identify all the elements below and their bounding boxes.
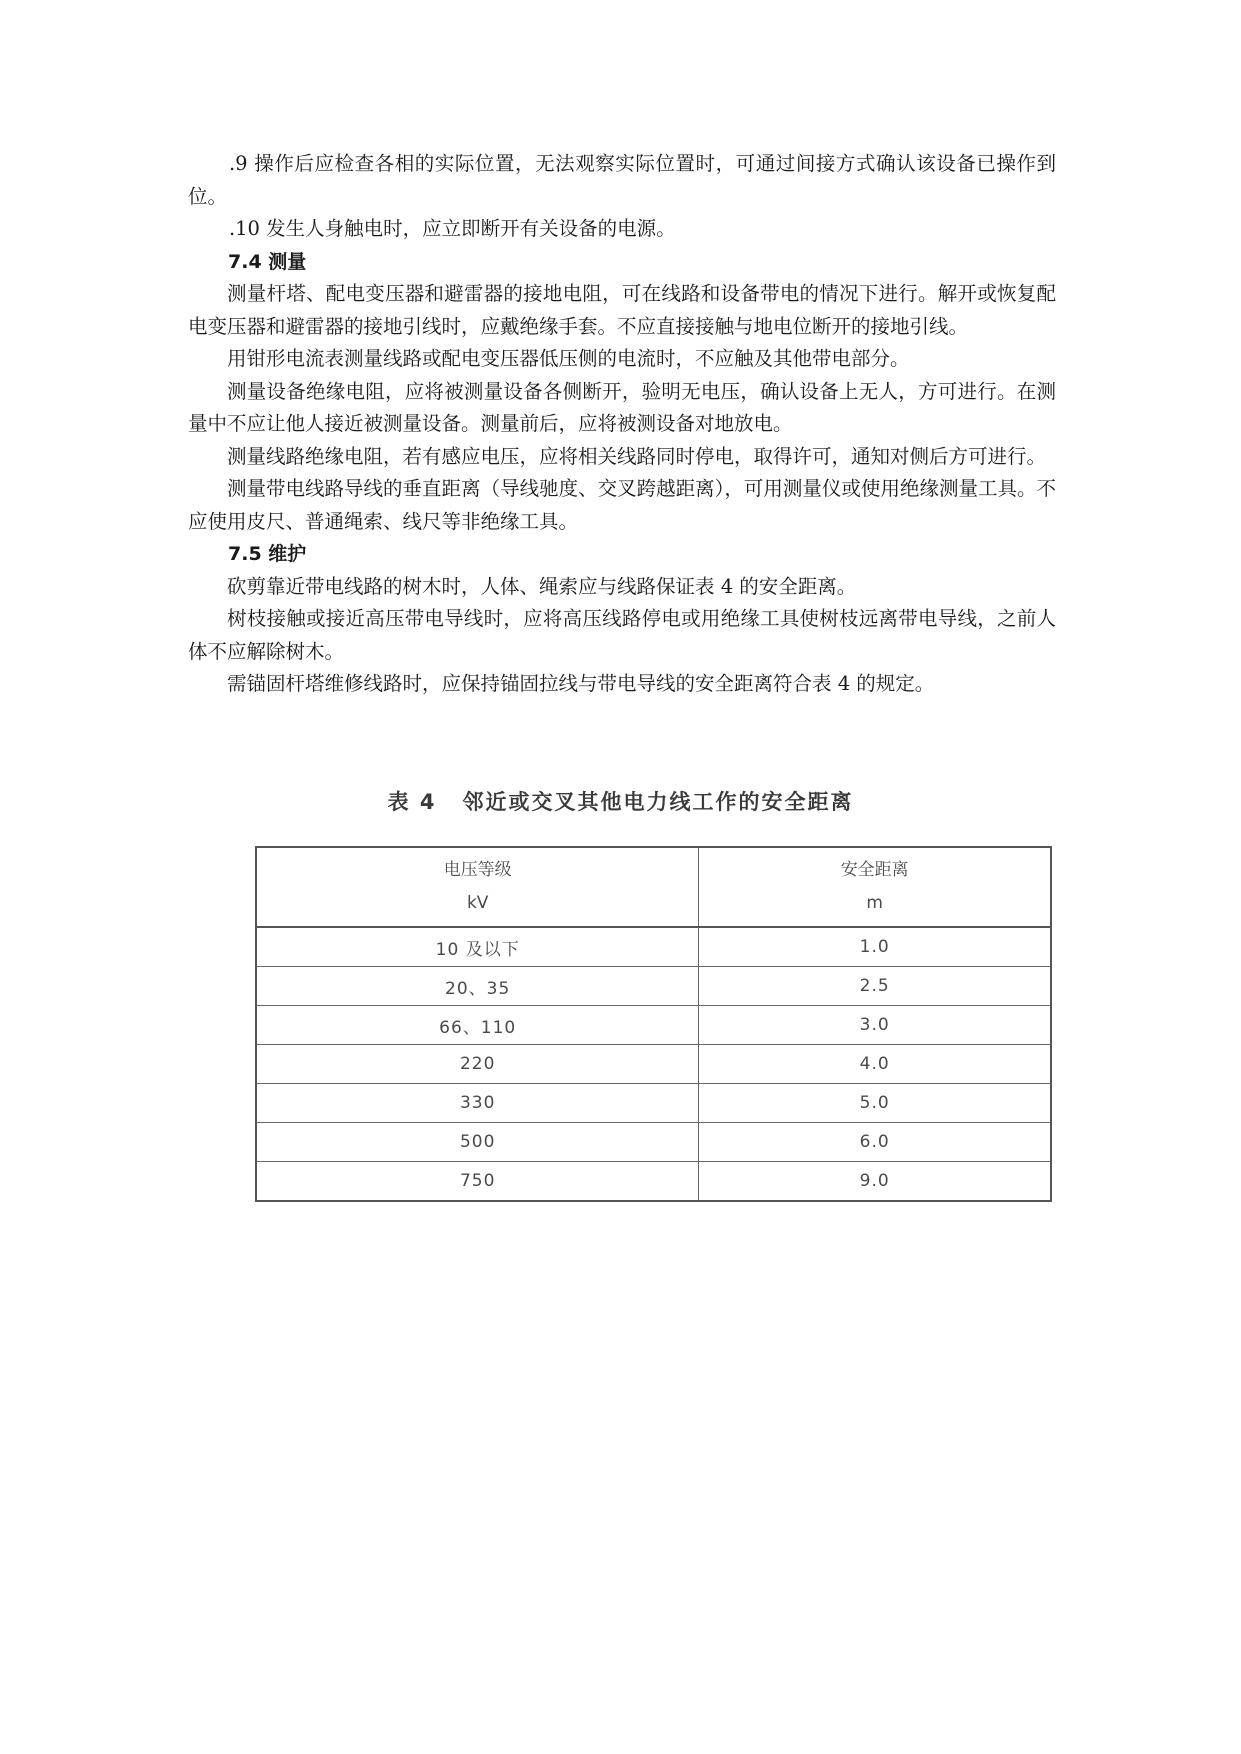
- voltage-cell: 66、110: [256, 1006, 699, 1045]
- header-distance-label: 安全距离: [840, 860, 909, 880]
- clause-9: .9 操作后应检查各相的实际位置，无法观察实际位置时，可通过间接方式确认该设备已操作到位。: [188, 152, 1056, 208]
- paragraph: 需锚固杆塔维修线路时，应保持锚固拉线与带电导线的安全距离符合表 4 的规定。: [227, 672, 935, 695]
- header-voltage-unit: kV: [466, 893, 489, 913]
- table-row: [256, 967, 1051, 1006]
- voltage-cell: 500: [256, 1123, 699, 1162]
- table-title: 邻近或交叉其他电力线工作的安全距离: [462, 790, 854, 814]
- header-voltage: [256, 847, 699, 927]
- voltage-cell: 220: [256, 1045, 699, 1084]
- header-distance: [699, 847, 1051, 927]
- distance-cell: 6.0: [699, 1123, 1051, 1162]
- table-row: [256, 1123, 1051, 1162]
- distance-cell: 3.0: [699, 1006, 1051, 1045]
- safety-distance-table: [255, 846, 1052, 1202]
- header-distance-unit: m: [866, 893, 883, 913]
- table-caption: [0, 786, 1241, 816]
- section-heading-7-4: 7.4 测量: [228, 250, 307, 273]
- section-heading-7-5: 7.5 维护: [228, 543, 307, 565]
- voltage-cell: 10 及以下: [256, 927, 699, 967]
- paragraph: 测量杆塔、配电变压器和避雷器的接地电阻，可在线路和设备带电的情况下进行。解开或恢复配电变压器和避雷器的接地引线时，应戴绝缘手套。不应直接接触与地电位断开的接地引线。: [188, 282, 1056, 338]
- paragraph: 砍剪靠近带电线路的树木时，人体、绳索应与线路保证表 4 的安全距离。: [227, 574, 857, 598]
- table-row: [256, 1084, 1051, 1123]
- distance-cell: 9.0: [699, 1162, 1051, 1202]
- voltage-cell: 330: [256, 1084, 699, 1123]
- distance-cell: 1.0: [699, 927, 1051, 967]
- distance-cell: 5.0: [699, 1084, 1051, 1123]
- table-header-row: [256, 847, 1051, 927]
- table-row: [256, 1162, 1051, 1202]
- paragraph: 测量带电线路导线的垂直距离（导线驰度、交叉跨越距离），可用测量仪或使用绝缘测量工具。不应使用皮尺、普通绳索、线尺等非绝缘工具。: [188, 477, 1056, 533]
- voltage-cell: 20、35: [256, 967, 699, 1006]
- paragraph: 树枝接触或接近高压带电导线时，应将高压线路停电或用绝缘工具使树枝远离带电导线，之前人体不应解除树木。: [188, 607, 1056, 663]
- paragraph: 测量设备绝缘电阻，应将被测量设备各侧断开，验明无电压，确认设备上无人，方可进行。在测量中不应让他人接近被测量设备。测量前后，应将被测设备对地放电。: [188, 379, 1056, 435]
- table-number: 表 4: [387, 790, 437, 814]
- distance-cell: 4.0: [699, 1045, 1051, 1084]
- paragraph: 用钳形电流表测量线路或配电变压器低压侧的电流时，不应触及其他带电部分。: [227, 347, 910, 370]
- document-body: [188, 148, 1056, 701]
- clause-10: .10 发生人身触电时，应立即断开有关设备的电源。: [228, 217, 676, 240]
- paragraph: 测量线路绝缘电阻，若有感应电压，应将相关线路同时停电，取得许可，通知对侧后方可进行。: [227, 444, 1047, 468]
- header-voltage-label: 电压等级: [443, 860, 512, 880]
- table-row: [256, 927, 1051, 967]
- table-row: [256, 1045, 1051, 1084]
- table-row: [256, 1006, 1051, 1045]
- distance-cell: 2.5: [699, 967, 1051, 1006]
- voltage-cell: 750: [256, 1162, 699, 1202]
